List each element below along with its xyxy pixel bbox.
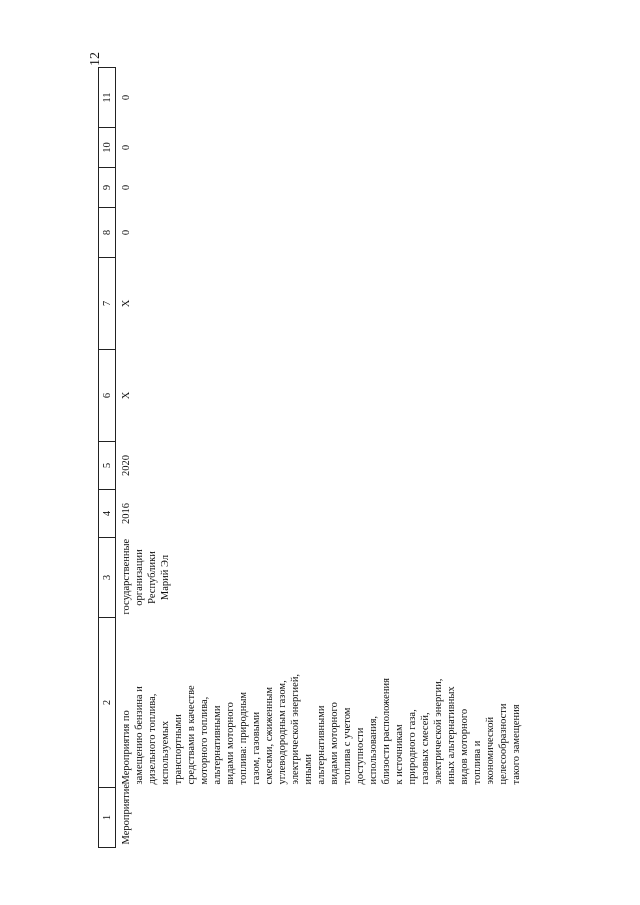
description-line: газом, газовыми	[251, 711, 262, 785]
col9-cell: 0	[121, 184, 132, 191]
description-line: видами моторного	[329, 702, 340, 785]
executor-line: Республики	[147, 551, 158, 604]
description-line: транспортными	[173, 714, 184, 785]
column-number: 10	[99, 128, 116, 168]
column-number: 6	[99, 350, 116, 442]
column-number: 11	[99, 68, 116, 128]
executor-cell	[116, 538, 528, 618]
description-line: смесями, сжиженным	[264, 687, 275, 785]
description-line: альтернативными	[316, 705, 327, 785]
column-number: 8	[99, 208, 116, 258]
col6-cell: X	[121, 391, 132, 400]
table-row	[116, 68, 528, 848]
column-number: 2	[99, 618, 116, 788]
column-number: 1	[99, 788, 116, 848]
rotated-table-sheet	[98, 68, 578, 848]
description-line: электрической энергией,	[290, 673, 301, 785]
description-line: газовых смесей,	[420, 712, 431, 785]
col10-cell: 0	[121, 144, 132, 151]
description-line: Мероприятия по	[121, 710, 132, 785]
page-number: 12	[88, 52, 103, 66]
description-line: доступности	[355, 727, 366, 785]
description-line: альтернативными	[212, 705, 223, 785]
description-line: видов моторного	[459, 708, 470, 785]
description-line: иных альтернативных	[446, 686, 457, 785]
executor-line: организации	[134, 549, 145, 606]
column-number: 7	[99, 258, 116, 350]
column-number: 3	[99, 538, 116, 618]
description-line: электрической энергии,	[433, 678, 444, 785]
description-line: экономической	[485, 716, 496, 785]
col7-cell: X	[121, 299, 132, 308]
description-line: иными	[303, 753, 314, 785]
description-line: дизельного топлива,	[147, 693, 158, 785]
description-line: целесообразности	[498, 703, 509, 785]
end-year-cell: 2020	[121, 455, 132, 476]
col8-cell: 0	[121, 229, 132, 236]
column-number: 5	[99, 442, 116, 490]
description-line: используемых	[160, 720, 171, 785]
description-line: углеводородным газом,	[277, 680, 288, 785]
column-number: 9	[99, 168, 116, 208]
column-number: 4	[99, 490, 116, 538]
measure-description-cell	[116, 618, 528, 788]
description-line: топлива и	[472, 740, 483, 785]
description-line: моторного топлива,	[199, 696, 210, 785]
description-line: использования,	[368, 715, 379, 785]
col11-cell: 0	[121, 94, 132, 101]
measures-table	[98, 67, 527, 848]
executor-line: государственные	[121, 538, 132, 615]
description-line: видами моторного	[225, 702, 236, 785]
description-line: топлива с учетом	[342, 707, 353, 785]
description-line: близости расположения	[381, 678, 392, 785]
description-line: топлива: природным	[238, 691, 249, 785]
description-line: средствами в качестве	[186, 685, 197, 785]
description-line: замещению бензина и	[134, 686, 145, 785]
description-line: к источникам	[394, 724, 405, 785]
description-line: такого замещения	[511, 704, 522, 785]
start-year-cell: 2016	[121, 503, 132, 524]
row-type-cell: Мероприятие	[121, 783, 132, 845]
executor-line: Марий Эл	[160, 554, 171, 601]
description-line: природного газа,	[407, 709, 418, 785]
column-number-row	[99, 68, 116, 848]
